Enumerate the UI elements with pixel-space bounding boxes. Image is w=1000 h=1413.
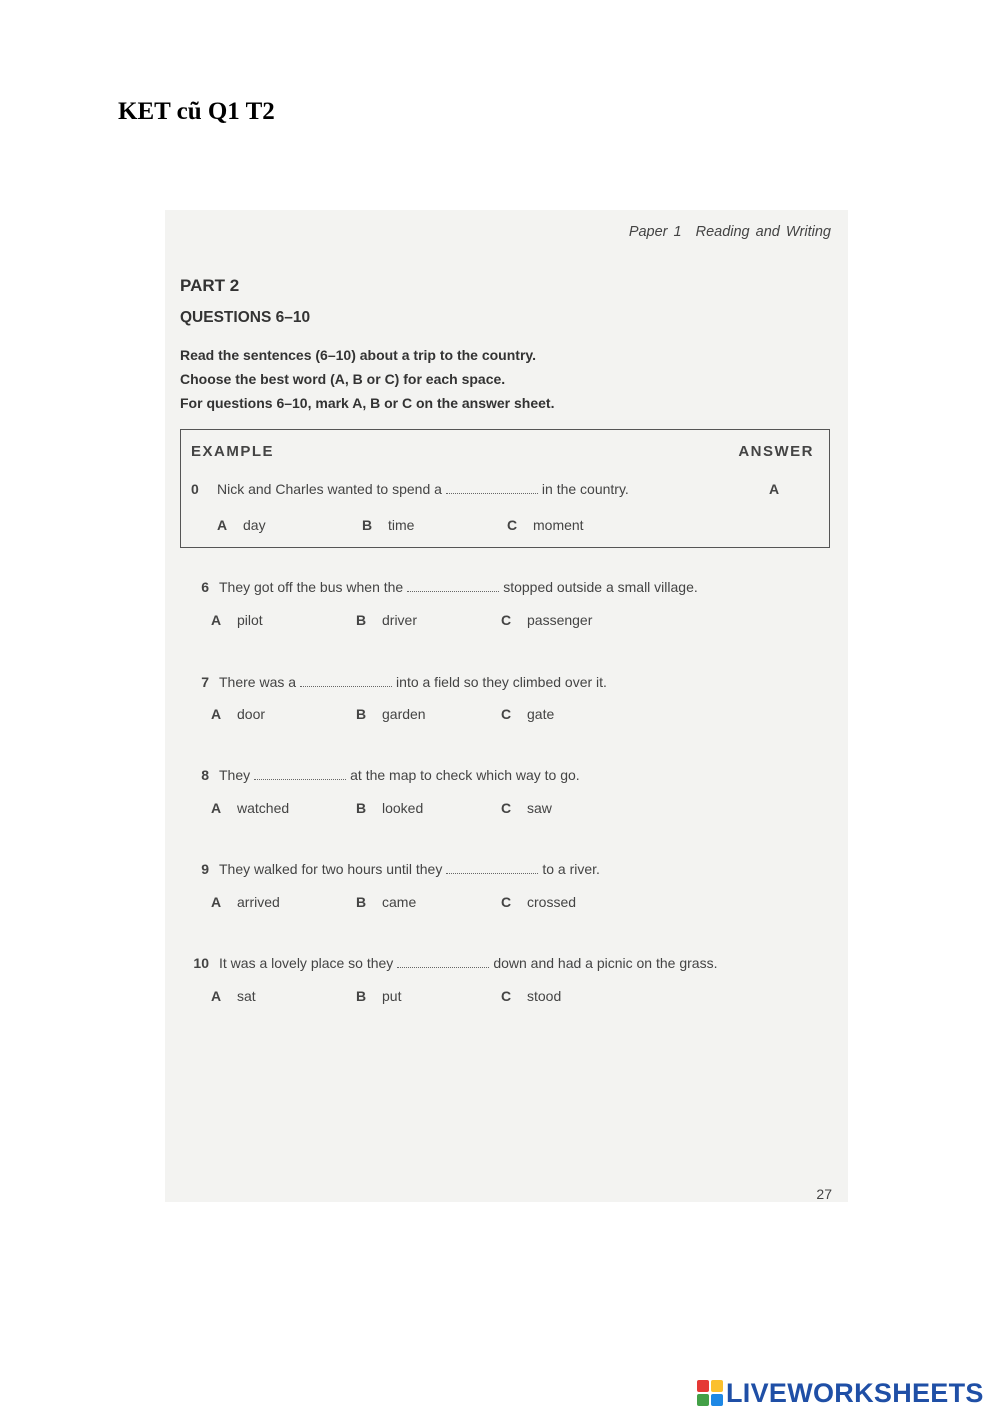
- option-text: watched: [237, 800, 290, 816]
- option-letter: B: [356, 894, 367, 910]
- questions-range-heading: QUESTIONS 6–10: [180, 309, 311, 326]
- option-b: [362, 517, 414, 533]
- option-b[interactable]: [356, 894, 416, 910]
- option-letter: B: [356, 988, 367, 1004]
- question-6: [178, 577, 818, 597]
- question-text-before: There was a: [219, 674, 297, 690]
- option-letter: A: [211, 612, 222, 628]
- brand-name: LIVEWORKSHEETS: [726, 1377, 984, 1408]
- option-a[interactable]: [211, 894, 280, 910]
- option-text: moment: [533, 517, 584, 533]
- logo-square: [711, 1394, 723, 1406]
- example-title: EXAMPLE: [191, 443, 275, 460]
- option-letter: B: [362, 517, 373, 533]
- question-8: [178, 765, 818, 785]
- question-10-options: [165, 988, 848, 1008]
- option-letter: C: [501, 612, 512, 628]
- answer-blank[interactable]: [300, 676, 392, 687]
- question-10: [178, 953, 818, 973]
- option-text: sat: [237, 988, 256, 1004]
- option-text: looked: [382, 800, 424, 816]
- question-text-before: They got off the bus when the: [219, 579, 404, 595]
- option-a[interactable]: [211, 612, 263, 628]
- option-letter: C: [507, 517, 518, 533]
- instruction-line: For questions 6–10, mark A, B or C on the answer sheet.: [180, 395, 555, 411]
- question-6-options: [165, 612, 848, 632]
- example-blank: [446, 483, 538, 494]
- option-c[interactable]: [501, 988, 561, 1004]
- answer-title: ANSWER: [738, 443, 814, 460]
- question-7-options: [165, 706, 848, 726]
- option-text: put: [382, 988, 402, 1004]
- option-letter: C: [501, 894, 512, 910]
- question-text-after: down and had a picnic on the grass.: [493, 955, 718, 971]
- option-letter: B: [356, 800, 367, 816]
- option-text: pilot: [237, 612, 263, 628]
- option-letter: A: [211, 988, 222, 1004]
- answer-blank[interactable]: [446, 863, 538, 874]
- option-letter: A: [211, 894, 222, 910]
- option-text: time: [388, 517, 415, 533]
- question-text-after: into a field so they climbed over it.: [396, 674, 607, 690]
- option-c: [507, 517, 584, 533]
- option-c[interactable]: [501, 612, 592, 628]
- option-b[interactable]: [356, 612, 417, 628]
- option-a[interactable]: [211, 988, 256, 1004]
- answer-blank[interactable]: [254, 769, 346, 780]
- question-number: 8: [201, 767, 209, 783]
- logo-square: [711, 1380, 723, 1392]
- option-text: garden: [382, 706, 426, 722]
- document-title: KET cũ Q1 T2: [118, 98, 275, 125]
- answer-blank[interactable]: [397, 957, 489, 968]
- option-letter: C: [501, 706, 512, 722]
- option-letter: B: [356, 612, 367, 628]
- instructions: [180, 343, 554, 415]
- option-text: passenger: [527, 612, 593, 628]
- section-label: Reading and Writing: [695, 224, 831, 240]
- option-text: crossed: [527, 894, 577, 910]
- option-c[interactable]: [501, 706, 554, 722]
- instruction-line: Read the sentences (6–10) about a trip to the country.: [180, 347, 537, 363]
- option-text: gate: [527, 706, 555, 722]
- paper-label: Paper 1: [628, 224, 682, 240]
- page-number: 27: [816, 1186, 832, 1202]
- question-number: 10: [193, 955, 209, 971]
- example-number: 0: [191, 481, 199, 497]
- question-9-options: [165, 894, 848, 914]
- example-sentence: [191, 481, 711, 497]
- example-text-before: Nick and Charles wanted to spend a: [217, 481, 442, 497]
- question-text-before: They: [219, 767, 251, 783]
- option-c[interactable]: [501, 800, 552, 816]
- instruction-line: Choose the best word (A, B or C) for each space.: [180, 371, 506, 387]
- option-text: day: [243, 517, 266, 533]
- option-letter: A: [211, 706, 222, 722]
- option-text: came: [382, 894, 417, 910]
- question-number: 7: [201, 674, 209, 690]
- answer-blank[interactable]: [407, 581, 499, 592]
- example-options: [181, 517, 829, 537]
- example-box: [180, 429, 830, 548]
- question-number: 9: [201, 861, 209, 877]
- question-7: [178, 672, 818, 692]
- question-9: [178, 859, 818, 879]
- option-text: driver: [382, 612, 418, 628]
- logo-square: [697, 1394, 709, 1406]
- option-letter: C: [501, 800, 512, 816]
- option-text: stood: [527, 988, 562, 1004]
- scanned-page: [165, 210, 848, 1202]
- option-a[interactable]: [211, 800, 289, 816]
- question-text-before: They walked for two hours until they: [219, 861, 443, 877]
- question-number: 6: [201, 579, 209, 595]
- question-text-before: It was a lovely place so they: [219, 955, 394, 971]
- option-text: door: [237, 706, 266, 722]
- logo-square: [697, 1380, 709, 1392]
- page-header: [629, 224, 831, 240]
- option-text: arrived: [237, 894, 280, 910]
- question-text-after: stopped outside a small village.: [503, 579, 698, 595]
- option-b[interactable]: [356, 800, 423, 816]
- part-heading: PART 2: [180, 276, 240, 295]
- option-letter: B: [356, 706, 367, 722]
- option-c[interactable]: [501, 894, 576, 910]
- option-letter: C: [501, 988, 512, 1004]
- option-letter: A: [211, 800, 222, 816]
- liveworksheets-brand[interactable]: [697, 1378, 984, 1408]
- option-b[interactable]: [356, 988, 401, 1004]
- example-answer: A: [769, 481, 780, 497]
- option-a[interactable]: [211, 706, 265, 722]
- liveworksheets-logo-icon: [697, 1380, 723, 1406]
- question-8-options: [165, 800, 848, 820]
- example-text-after: in the country.: [541, 481, 629, 497]
- option-b[interactable]: [356, 706, 426, 722]
- option-a: [217, 517, 266, 533]
- option-text: saw: [527, 800, 552, 816]
- question-text-after: to a river.: [542, 861, 600, 877]
- option-letter: A: [217, 517, 228, 533]
- question-text-after: at the map to check which way to go.: [350, 767, 580, 783]
